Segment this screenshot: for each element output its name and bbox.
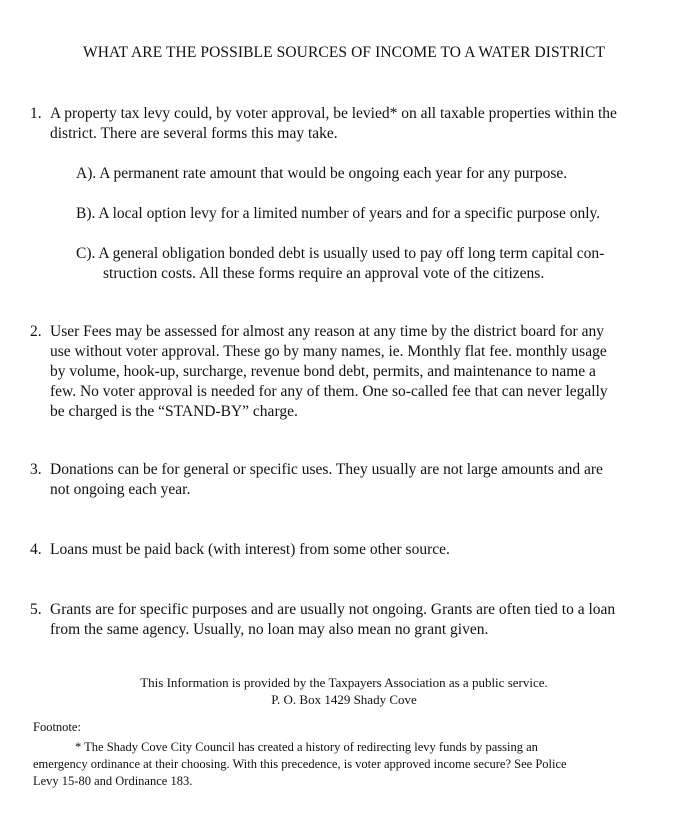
sub-item-text: A general obligation bonded debt is usually used to pay off long term capital con- [98,245,605,262]
footnote-line: emergency ordinance at their choosing. With this precedence, is voter approved income secure? See Police [33,757,567,771]
sub-item-text: A permanent rate amount that would be ongoing each year for any purpose. [99,165,568,182]
income-source-item-1 [30,104,670,144]
item-text-line: Donations can be for general or specific uses. They usually are not large amounts and are [50,461,603,478]
sub-item-text: A local option levy for a limited number of years and for a specific purpose only. [98,205,601,222]
footnote-line: * The Shady Cove City Council has created a history of redirecting levy funds by passing an [75,740,538,754]
item-number: 4. [30,541,42,558]
income-source-item-4 [30,540,670,560]
sub-item-b [76,204,666,224]
sub-item-label: A). [76,165,97,182]
page-title: WHAT ARE THE POSSIBLE SOURCES OF INCOME TO A WATER DISTRICT [82,44,606,61]
sub-item-label: C). [76,245,96,262]
item-number: 3. [30,461,42,478]
item-number: 2. [30,323,42,340]
credit-address: P. O. Box 1429 Shady Cove [271,692,417,707]
sub-item-a [76,164,666,184]
credit-line: This Information is provided by the Taxpayers Association as a public service. [140,675,548,690]
item-text-line: Grants are for specific purposes and are usually not ongoing. Grants are often tied to a loan [50,601,616,618]
item-text-line: district. There are several forms this may take. [50,125,338,142]
income-source-item-5 [30,600,670,640]
item-number: 1. [30,105,42,122]
item-text-line: User Fees may be assessed for almost any reason at any time by the district board for any [50,323,604,340]
item-text-line: few. No voter approval is needed for any of them. One so-called fee that can never legally [50,383,608,400]
footnote-label: Footnote: [33,720,81,734]
item-text-line: A property tax levy could, by voter approval, be levied* on all taxable properties within the [50,105,617,122]
sub-item-label: B). [76,205,96,222]
sub-item-c [76,244,666,284]
item-text-line: be charged is the “STAND-BY” charge. [50,403,298,420]
footnote-line: Levy 15-80 and Ordinance 183. [33,774,193,788]
item-text-line: Loans must be paid back (with interest) from some other source. [50,541,450,558]
footnote-text [33,739,668,790]
item-text-line: not ongoing each year. [50,481,191,498]
sub-item-text: struction costs. All these forms require an approval vote of the citizens. [103,265,545,282]
item-text-line: use without voter approval. These go by many names, ie. Monthly flat fee. monthly usage [50,343,607,360]
income-source-item-3 [30,460,670,500]
income-source-item-2 [30,322,670,422]
item-text-line: by volume, hook-up, surcharge, revenue bond debt, permits, and maintenance to name a [50,363,596,380]
item-number: 5. [30,601,42,618]
item-text-line: from the same agency. Usually, no loan may also mean no grant given. [50,621,489,638]
